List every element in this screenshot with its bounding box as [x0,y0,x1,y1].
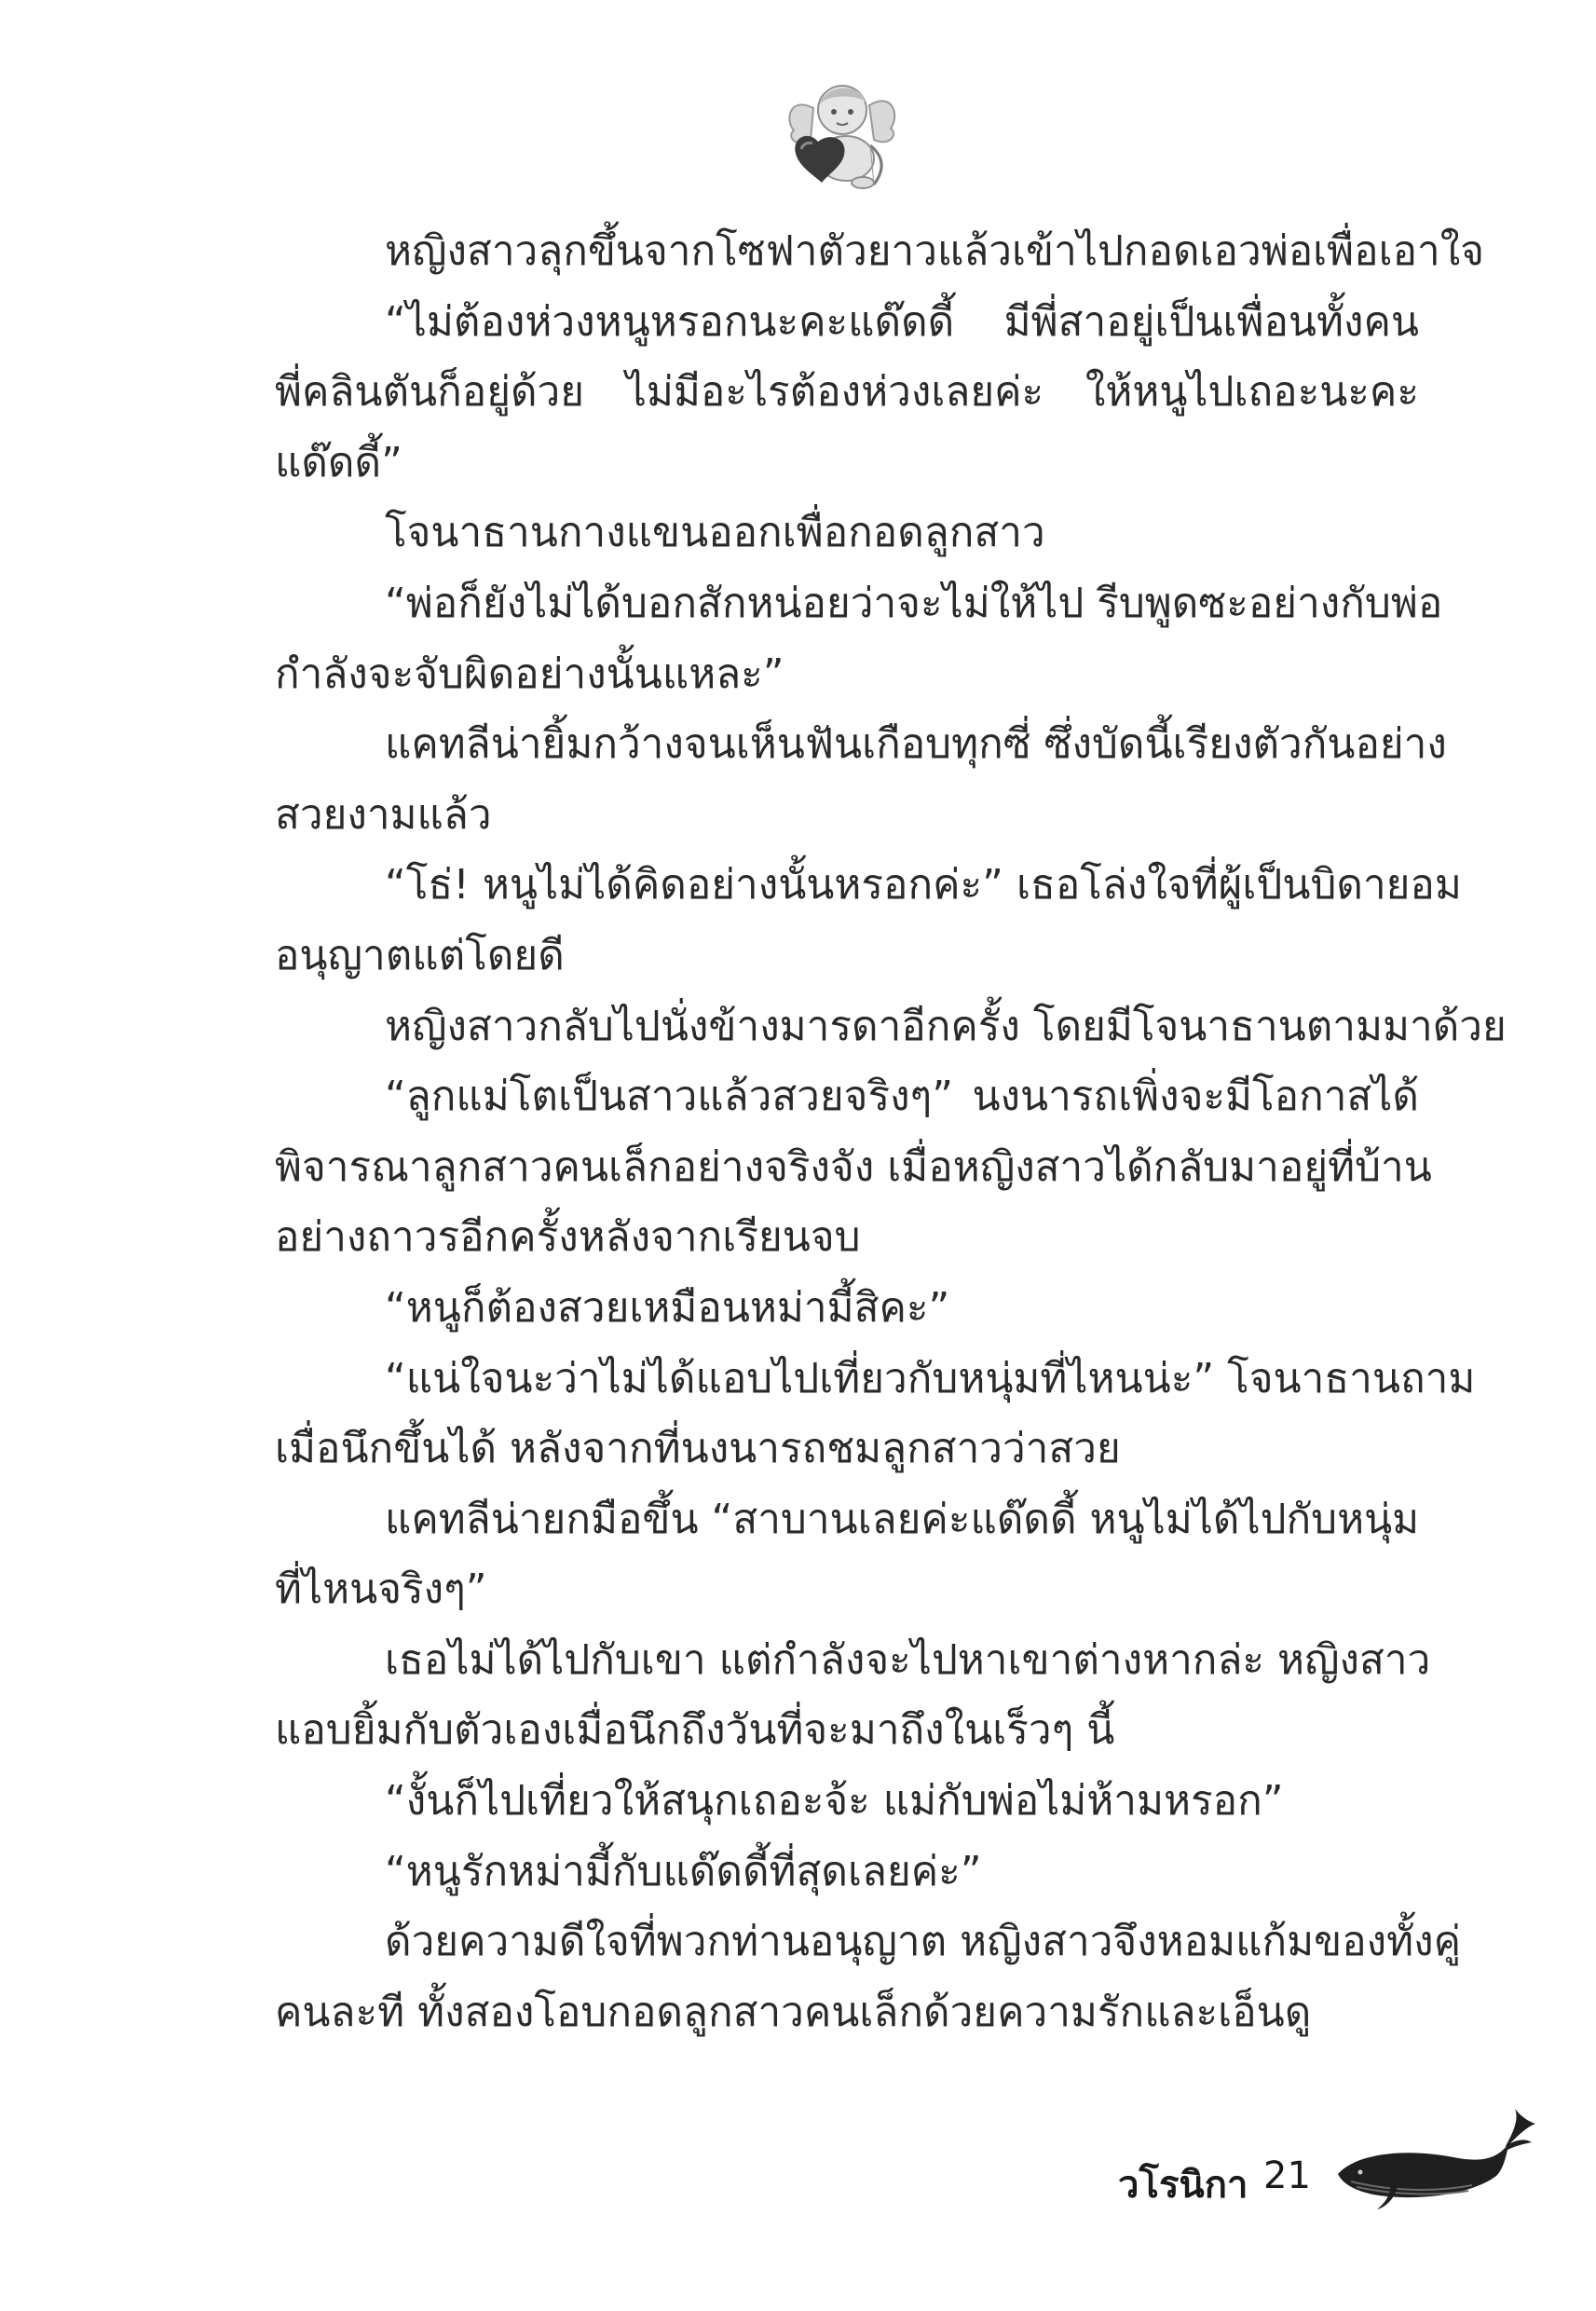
page-number: 21 [1263,2154,1311,2197]
paragraph-line: พิจารณาลูกสาวคนเล็กอย่างจริงจัง เมื่อหญิงสาวได้กลับมาอยู่ที่บ้าน [275,1142,1432,1191]
paragraph-line: หญิงสาวกลับไปนั่งข้างมารดาอีกครั้ง โดยมีโจนาธานตามมาด้วย [385,1002,1507,1050]
paragraph-line: สวยงามแล้ว [275,790,492,839]
paragraph-line: คนละที ทั้งสองโอบกอดลูกสาวคนเล็กด้วยความรักและเอ็นดู [275,1988,1312,2036]
paragraph-line: พี่คลินตันก็อยู่ด้วย ไม่มีอะไรต้องห่วงเลยค่ะ ให้หนูไปเถอะนะคะ [275,368,1419,417]
paragraph-line: “โธ่! หนูไม่ได้คิดอย่างนั้นหรอกค่ะ” เธอโล่งใจที่ผู้เป็นบิดายอม [385,861,1462,909]
paragraph-line: “ไม่ต้องห่วงหนูหรอกนะคะแด๊ดดี้ มีพี่สาอยู่เป็นเพื่อนทั้งคน [385,297,1419,346]
paragraph-line: ที่ไหนจริงๆ” [275,1566,487,1614]
paragraph-line: “ลูกแม่โตเป็นสาวแล้วสวยจริงๆ” นงนารถเพิ่งจะมีโอกาสได้ [385,1073,1419,1121]
paragraph-line: แคทลีน่ายกมือขึ้น “สาบานเลยค่ะแด๊ดดี้ หนูไม่ได้ไปกับหนุ่ม [385,1495,1420,1543]
paragraph-line: “หนูรักหม่ามี้กับแด๊ดดี้ที่สุดเลยค่ะ” [385,1847,982,1895]
cherub-holding-heart-icon [781,73,902,194]
body-text [275,216,1507,2047]
paragraph-line: แคทลีน่ายิ้มกว้างจนเห็นฟันเกือบทุกซี่ ซึ่งบัดนี้เรียงตัวกันอย่าง [385,720,1447,769]
paragraph-line: “หนูก็ต้องสวยเหมือนหม่ามี้สิคะ” [385,1283,950,1332]
paragraph-line: ด้วยความดีใจที่พวกท่านอนุญาต หญิงสาวจึงหอมแก้มของทั้งคู่ [385,1918,1462,1966]
paragraph-line: “แน่ใจนะว่าไม่ได้แอบไปเที่ยวกับหนุ่มที่ไหนน่ะ” โจนาธานถาม [385,1354,1476,1402]
paragraph-line: หญิงสาวลุกขึ้นจากโซฟาตัวยาวแล้วเข้าไปกอดเอวพ่อเพื่อเอาใจ [385,227,1485,275]
paragraph-line: เมื่อนึกขึ้นได้ หลังจากที่นงนารถชมลูกสาวว่าสวย [275,1425,1121,1473]
paragraph-line: “งั้นก็ไปเที่ยวให้สนุกเถอะจ้ะ แม่กับพ่อไม่ห้ามหรอก” [385,1777,1284,1826]
paragraph-line: อย่างถาวรอีกครั้งหลังจากเรียนจบ [275,1213,861,1262]
paragraph-line: โจนาธานกางแขนออกเพื่อกอดลูกสาว [385,509,1045,557]
paragraph-line: แด๊ดดี้” [275,438,402,486]
paragraph-line: “พ่อก็ยังไม่ได้บอกสักหน่อยว่าจะไม่ให้ไป รีบพูดซะอย่างกับพ่อ [385,579,1443,627]
whale-icon [1332,2101,1537,2213]
paragraph-line: กำลังจะจับผิดอย่างนั้นแหละ” [275,650,784,698]
paragraph-line: อนุญาตแต่โดยดี [275,931,565,979]
paragraph-line: แอบยิ้มกับตัวเองเมื่อนึกถึงวันที่จะมาถึงในเร็วๆ นี้ [275,1706,1115,1755]
paragraph-line: เธอไม่ได้ไปกับเขา แต่กำลังจะไปหาเขาต่างหากล่ะ หญิงสาว [385,1635,1431,1684]
book-title: วโรนิกา [1118,2164,1248,2207]
